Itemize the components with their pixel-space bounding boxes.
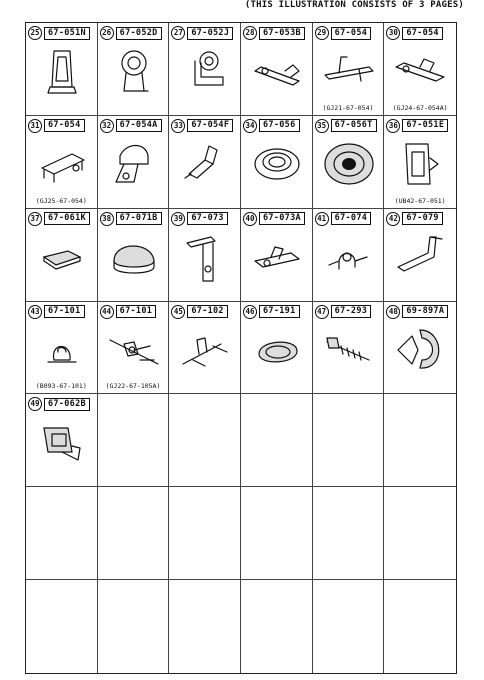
part-number: 67-101 (116, 305, 157, 318)
empty-cell (313, 580, 385, 673)
part-index: 47 (315, 305, 329, 319)
part-cell (26, 209, 98, 302)
page-header: (THIS ILLUSTRATION CONSISTS OF 3 PAGES) (244, 0, 464, 10)
empty-cell (169, 487, 241, 580)
part-number: 67-191 (259, 305, 300, 318)
part-illustration (247, 320, 307, 378)
empty-cell (384, 580, 456, 673)
part-illustration (390, 134, 450, 192)
part-illustration (247, 134, 307, 192)
part-illustration (32, 134, 92, 192)
part-illustration (247, 41, 307, 99)
part-illustration (390, 41, 450, 99)
part-cell (313, 23, 385, 116)
part-reference-note: (UB42-67-051) (394, 196, 446, 205)
empty-cell (313, 487, 385, 580)
empty-cell (98, 394, 170, 487)
part-cell (241, 23, 313, 116)
part-index: 44 (100, 305, 114, 319)
part-label (28, 305, 85, 319)
part-label (243, 305, 300, 319)
part-label (315, 119, 377, 133)
empty-cell (241, 487, 313, 580)
part-illustration (104, 134, 164, 192)
part-index: 28 (243, 26, 257, 40)
part-index: 36 (386, 119, 400, 133)
part-cell (26, 302, 98, 395)
part-index: 49 (28, 397, 42, 411)
part-index: 41 (315, 212, 329, 226)
part-number: 67-073 (187, 212, 228, 225)
part-number: 67-056T (331, 119, 377, 132)
part-number: 67-054 (331, 27, 372, 40)
part-number: 67-079 (402, 212, 443, 225)
part-number: 67-054 (44, 119, 85, 132)
part-index: 46 (243, 305, 257, 319)
part-number: 69-897A (402, 305, 448, 318)
part-index: 48 (386, 305, 400, 319)
part-illustration (32, 41, 92, 99)
part-number: 67-074 (331, 212, 372, 225)
part-cell (241, 302, 313, 395)
part-cell (384, 116, 456, 209)
part-number: 67-052D (116, 27, 162, 40)
part-cell (26, 116, 98, 209)
empty-cell (98, 580, 170, 673)
part-index: 34 (243, 119, 257, 133)
empty-cell (384, 394, 456, 487)
part-label (171, 305, 228, 319)
part-cell (313, 302, 385, 395)
part-cell (98, 116, 170, 209)
part-reference-note: (GJ25-67-054) (35, 196, 87, 205)
part-number: 67-101 (44, 305, 85, 318)
part-number: 67-073A (259, 212, 305, 225)
part-index: 42 (386, 212, 400, 226)
part-illustration (175, 320, 235, 378)
empty-cell (169, 580, 241, 673)
part-label (28, 397, 90, 411)
part-label (100, 212, 162, 226)
part-number: 67-051N (44, 27, 90, 40)
part-illustration (319, 227, 379, 285)
part-illustration (175, 227, 235, 285)
part-illustration (104, 227, 164, 285)
part-number: 67-061K (44, 212, 90, 225)
empty-cell (26, 580, 98, 673)
parts-grid (25, 22, 457, 674)
part-label (315, 212, 372, 226)
part-number: 67-054F (187, 119, 233, 132)
part-label (171, 212, 228, 226)
part-illustration (319, 134, 379, 192)
part-index: 30 (386, 26, 400, 40)
part-label (243, 212, 305, 226)
part-illustration (390, 320, 450, 378)
empty-cell (169, 394, 241, 487)
part-cell (241, 116, 313, 209)
part-number: 67-102 (187, 305, 228, 318)
part-label (386, 305, 448, 319)
part-index: 40 (243, 212, 257, 226)
part-index: 33 (171, 119, 185, 133)
part-label (100, 26, 162, 40)
part-reference-note: (GJ21-67-054) (322, 103, 374, 112)
part-reference-note: (GJ22-67-105A) (105, 382, 161, 391)
part-illustration (175, 134, 235, 192)
part-index: 31 (28, 119, 42, 133)
part-index: 43 (28, 305, 42, 319)
empty-cell (384, 487, 456, 580)
part-label (28, 212, 90, 226)
part-number: 67-293 (331, 305, 372, 318)
part-reference-note: (B093-67-101) (35, 382, 87, 391)
part-index: 26 (100, 26, 114, 40)
part-illustration (175, 41, 235, 99)
part-illustration (104, 41, 164, 99)
part-number: 67-054A (116, 119, 162, 132)
part-index: 45 (171, 305, 185, 319)
part-illustration (319, 320, 379, 378)
part-label (386, 212, 443, 226)
part-cell (313, 209, 385, 302)
part-label (315, 26, 372, 40)
part-label (243, 26, 305, 40)
part-label (28, 119, 85, 133)
part-cell (313, 116, 385, 209)
part-number: 67-054 (402, 27, 443, 40)
part-number: 67-053B (259, 27, 305, 40)
part-index: 25 (28, 26, 42, 40)
part-index: 38 (100, 212, 114, 226)
part-cell (169, 209, 241, 302)
part-cell (384, 209, 456, 302)
part-index: 27 (171, 26, 185, 40)
part-cell (98, 209, 170, 302)
part-number: 67-071B (116, 212, 162, 225)
part-illustration (247, 227, 307, 285)
part-label (100, 305, 157, 319)
part-index: 35 (315, 119, 329, 133)
empty-cell (26, 487, 98, 580)
part-index: 37 (28, 212, 42, 226)
part-number: 67-052J (187, 27, 233, 40)
part-cell (26, 394, 98, 487)
part-cell (169, 23, 241, 116)
part-number: 67-062B (44, 398, 90, 411)
part-cell (26, 23, 98, 116)
part-reference-note: (GJ24-67-054A) (392, 103, 448, 112)
part-index: 29 (315, 26, 329, 40)
part-label (243, 119, 300, 133)
part-label (386, 119, 448, 133)
part-illustration (390, 227, 450, 285)
part-index: 32 (100, 119, 114, 133)
empty-cell (98, 487, 170, 580)
part-cell (241, 209, 313, 302)
part-illustration (32, 227, 92, 285)
part-cell (169, 302, 241, 395)
part-label (171, 26, 233, 40)
empty-cell (313, 394, 385, 487)
part-cell (98, 23, 170, 116)
part-cell (169, 116, 241, 209)
empty-cell (241, 394, 313, 487)
part-index: 39 (171, 212, 185, 226)
part-number: 67-051E (402, 119, 448, 132)
part-illustration (104, 320, 164, 378)
part-cell (384, 23, 456, 116)
part-label (171, 119, 233, 133)
part-illustration (32, 320, 92, 378)
part-illustration (319, 41, 379, 99)
part-label (28, 26, 90, 40)
part-label (386, 26, 443, 40)
part-label (315, 305, 372, 319)
part-cell (384, 302, 456, 395)
empty-cell (241, 580, 313, 673)
part-label (100, 119, 162, 133)
part-cell (98, 302, 170, 395)
part-illustration (32, 412, 92, 470)
part-number: 67-056 (259, 119, 300, 132)
